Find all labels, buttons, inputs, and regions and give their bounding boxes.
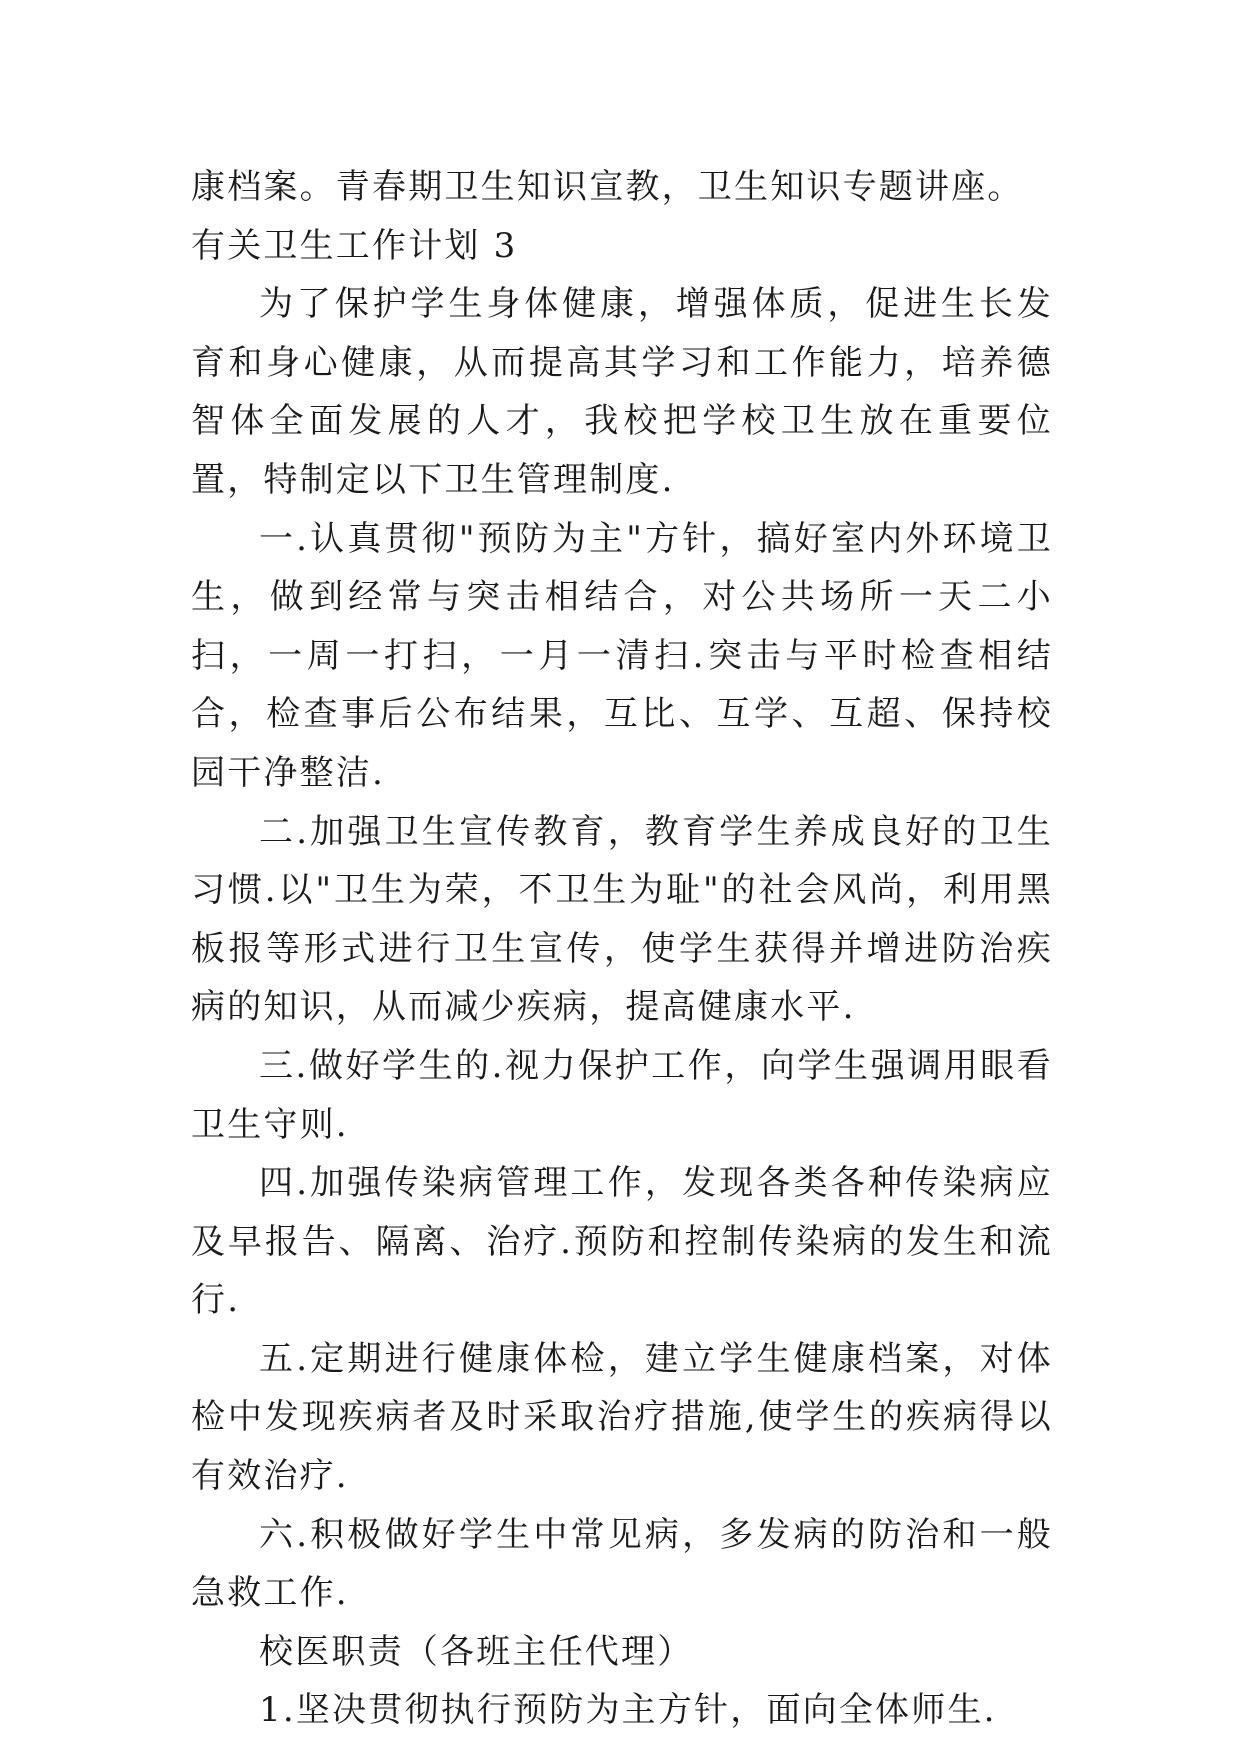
paragraph-item-5: 五.定期进行健康体检，建立学生健康档案，对体检中发现疾病者及时采取治疗措施,使学生的疾病得以有效治疗. (191, 1338, 1053, 1497)
body-text (191, 158, 1053, 1740)
subsection-heading: 校医职责（各班主任代理） (259, 1631, 694, 1672)
paragraph-item-6: 六.积极做好学生中常见病，多发病的防治和一般急救工作. (191, 1514, 1053, 1614)
section-heading: 有关卫生工作计划 3 (191, 225, 518, 266)
paragraph-item-2: 二.加强卫生宣传教育，教育学生养成良好的卫生习惯.以"卫生为荣，不卫生为耻"的社会风尚，利用黑板报等形式进行卫生宣传，使学生获得并增进防治疾病的知识，从而减少疾病，提高健康水平. (191, 811, 1053, 1028)
paragraph-continuation: 康档案。青春期卫生知识宣教，卫生知识专题讲座。 (191, 167, 1024, 207)
paragraph-item-4: 四.加强传染病管理工作，发现各类各种传染病应及早报告、隔离、治疗.预防和控制传染病的发生和流行. (191, 1163, 1053, 1321)
paragraph-item-1: 一.认真贯彻"预防为主"方针，搞好室内外环境卫生，做到经常与突击相结合，对公共场所一天二小扫，一周一打扫，一月一清扫.突击与平时检查相结合，检查事后公布结果，互比、互学、互超、保持校园干净整洁. (191, 518, 1053, 793)
duty-item-1: 1.坚决贯彻执行预防为主方针，面向全体师生. (259, 1690, 997, 1731)
paragraph-item-3: 三.做好学生的.视力保护工作，向学生强调用眼看卫生守则. (191, 1045, 1053, 1145)
paragraph-intro: 为了保护学生身体健康，增强体质，促进生长发育和身心健康，从而提高其学习和工作能力，培养德智体全面发展的人才，我校把学校卫生放在重要位置，特制定以下卫生管理制度. (191, 284, 1053, 500)
